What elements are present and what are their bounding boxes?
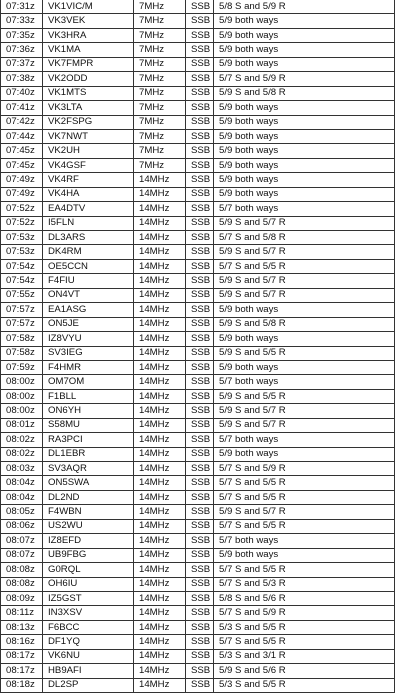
band-cell: 14MHz — [134, 447, 186, 461]
contact-log-body — [1, 0, 395, 693]
signal-report-cell: 5/9 S and 5/8 R — [214, 317, 395, 331]
table-row — [1, 447, 395, 461]
band-cell: 7MHz — [134, 86, 186, 100]
band-cell: 14MHz — [134, 404, 186, 418]
signal-report-cell: 5/9 S and 5/7 R — [214, 274, 395, 288]
table-row — [1, 678, 395, 692]
time-cell: 08:08z — [1, 563, 43, 577]
mode-cell: SSB — [186, 317, 214, 331]
callsign-cell: EA4DTV — [43, 202, 134, 216]
band-cell: 14MHz — [134, 476, 186, 490]
callsign-cell: DF1YQ — [43, 635, 134, 649]
time-cell: 07:44z — [1, 129, 43, 143]
callsign-cell: UB9FBG — [43, 548, 134, 562]
callsign-cell: VK3LTA — [43, 101, 134, 115]
callsign-cell: DL2ND — [43, 490, 134, 504]
callsign-cell: ON5JE — [43, 317, 134, 331]
mode-cell: SSB — [186, 72, 214, 86]
table-row — [1, 0, 395, 14]
callsign-cell: ON4VT — [43, 288, 134, 302]
table-row — [1, 173, 395, 187]
table-row — [1, 490, 395, 504]
table-row — [1, 664, 395, 678]
time-cell: 08:03z — [1, 462, 43, 476]
callsign-cell: G0RQL — [43, 563, 134, 577]
band-cell: 14MHz — [134, 635, 186, 649]
callsign-cell: VK1MTS — [43, 86, 134, 100]
table-row — [1, 101, 395, 115]
callsign-cell: IN3XSV — [43, 606, 134, 620]
table-row — [1, 259, 395, 273]
time-cell: 07:41z — [1, 101, 43, 115]
signal-report-cell: 5/9 both ways — [214, 360, 395, 374]
table-row — [1, 216, 395, 230]
time-cell: 08:07z — [1, 548, 43, 562]
table-row — [1, 389, 395, 403]
mode-cell: SSB — [186, 534, 214, 548]
band-cell: 14MHz — [134, 548, 186, 562]
mode-cell: SSB — [186, 620, 214, 634]
signal-report-cell: 5/9 S and 5/7 R — [214, 505, 395, 519]
mode-cell: SSB — [186, 173, 214, 187]
callsign-cell: F4FIU — [43, 274, 134, 288]
mode-cell: SSB — [186, 346, 214, 360]
band-cell: 14MHz — [134, 288, 186, 302]
time-cell: 08:04z — [1, 476, 43, 490]
callsign-cell: VK7FMPR — [43, 57, 134, 71]
mode-cell: SSB — [186, 606, 214, 620]
band-cell: 14MHz — [134, 534, 186, 548]
signal-report-cell: 5/7 S and 5/5 R — [214, 519, 395, 533]
band-cell: 14MHz — [134, 519, 186, 533]
band-cell: 7MHz — [134, 101, 186, 115]
callsign-cell: VK3HRA — [43, 28, 134, 42]
mode-cell: SSB — [186, 202, 214, 216]
table-row — [1, 158, 395, 172]
band-cell: 14MHz — [134, 462, 186, 476]
signal-report-cell: 5/9 S and 5/7 R — [214, 245, 395, 259]
mode-cell: SSB — [186, 389, 214, 403]
callsign-cell: IZ8VYU — [43, 332, 134, 346]
mode-cell: SSB — [186, 86, 214, 100]
mode-cell: SSB — [186, 115, 214, 129]
table-row — [1, 231, 395, 245]
time-cell: 08:16z — [1, 635, 43, 649]
table-row — [1, 187, 395, 201]
time-cell: 08:04z — [1, 490, 43, 504]
callsign-cell: VK2FSPG — [43, 115, 134, 129]
signal-report-cell: 5/7 S and 5/9 R — [214, 72, 395, 86]
callsign-cell: IZ5GST — [43, 591, 134, 605]
mode-cell: SSB — [186, 404, 214, 418]
callsign-cell: OH6IU — [43, 577, 134, 591]
band-cell: 14MHz — [134, 375, 186, 389]
callsign-cell: RA3PCI — [43, 433, 134, 447]
callsign-cell: VK1MA — [43, 43, 134, 57]
band-cell: 14MHz — [134, 664, 186, 678]
band-cell: 14MHz — [134, 505, 186, 519]
time-cell: 08:01z — [1, 418, 43, 432]
time-cell: 07:53z — [1, 245, 43, 259]
signal-report-cell: 5/9 both ways — [214, 57, 395, 71]
table-row — [1, 375, 395, 389]
callsign-cell: ON5SWA — [43, 476, 134, 490]
time-cell: 07:58z — [1, 332, 43, 346]
table-row — [1, 649, 395, 663]
time-cell: 07:37z — [1, 57, 43, 71]
signal-report-cell: 5/9 both ways — [214, 129, 395, 143]
callsign-cell: IZ8EFD — [43, 534, 134, 548]
signal-report-cell: 5/9 both ways — [214, 332, 395, 346]
band-cell: 14MHz — [134, 591, 186, 605]
signal-report-cell: 5/9 S and 5/5 R — [214, 346, 395, 360]
time-cell: 08:07z — [1, 534, 43, 548]
mode-cell: SSB — [186, 144, 214, 158]
table-row — [1, 245, 395, 259]
callsign-cell: US2WU — [43, 519, 134, 533]
band-cell: 14MHz — [134, 649, 186, 663]
table-row — [1, 274, 395, 288]
table-row — [1, 433, 395, 447]
signal-report-cell: 5/9 both ways — [214, 158, 395, 172]
mode-cell: SSB — [186, 433, 214, 447]
band-cell: 7MHz — [134, 129, 186, 143]
signal-report-cell: 5/9 both ways — [214, 447, 395, 461]
table-row — [1, 332, 395, 346]
band-cell: 14MHz — [134, 202, 186, 216]
time-cell: 07:57z — [1, 317, 43, 331]
time-cell: 07:54z — [1, 259, 43, 273]
table-row — [1, 288, 395, 302]
band-cell: 7MHz — [134, 57, 186, 71]
callsign-cell: F1BLL — [43, 389, 134, 403]
time-cell: 07:49z — [1, 173, 43, 187]
time-cell: 07:54z — [1, 274, 43, 288]
mode-cell: SSB — [186, 288, 214, 302]
time-cell: 08:08z — [1, 577, 43, 591]
callsign-cell: DL2SP — [43, 678, 134, 692]
time-cell: 07:42z — [1, 115, 43, 129]
time-cell: 08:18z — [1, 678, 43, 692]
signal-report-cell: 5/8 S and 5/9 R — [214, 0, 395, 14]
signal-report-cell: 5/9 both ways — [214, 173, 395, 187]
time-cell: 07:38z — [1, 72, 43, 86]
signal-report-cell: 5/7 both ways — [214, 375, 395, 389]
time-cell: 08:00z — [1, 404, 43, 418]
signal-report-cell: 5/3 S and 5/5 R — [214, 620, 395, 634]
signal-report-cell: 5/9 S and 5/7 R — [214, 288, 395, 302]
table-row — [1, 317, 395, 331]
mode-cell: SSB — [186, 158, 214, 172]
band-cell: 7MHz — [134, 0, 186, 14]
time-cell: 08:17z — [1, 664, 43, 678]
signal-report-cell: 5/7 both ways — [214, 202, 395, 216]
time-cell: 08:02z — [1, 447, 43, 461]
band-cell: 14MHz — [134, 360, 186, 374]
time-cell: 07:45z — [1, 144, 43, 158]
table-row — [1, 476, 395, 490]
callsign-cell: VK3VEK — [43, 14, 134, 28]
signal-report-cell: 5/7 S and 5/5 R — [214, 490, 395, 504]
table-row — [1, 346, 395, 360]
table-row — [1, 129, 395, 143]
band-cell: 14MHz — [134, 332, 186, 346]
mode-cell: SSB — [186, 519, 214, 533]
signal-report-cell: 5/7 S and 5/3 R — [214, 577, 395, 591]
time-cell: 08:06z — [1, 519, 43, 533]
mode-cell: SSB — [186, 418, 214, 432]
callsign-cell: VK4HA — [43, 187, 134, 201]
table-row — [1, 86, 395, 100]
table-row — [1, 360, 395, 374]
time-cell: 07:52z — [1, 216, 43, 230]
mode-cell: SSB — [186, 505, 214, 519]
mode-cell: SSB — [186, 28, 214, 42]
time-cell: 08:02z — [1, 433, 43, 447]
band-cell: 7MHz — [134, 158, 186, 172]
band-cell: 14MHz — [134, 389, 186, 403]
time-cell: 07:35z — [1, 28, 43, 42]
table-row — [1, 202, 395, 216]
time-cell: 08:00z — [1, 389, 43, 403]
time-cell: 07:58z — [1, 346, 43, 360]
callsign-cell: HB9AFI — [43, 664, 134, 678]
signal-report-cell: 5/9 both ways — [214, 187, 395, 201]
time-cell: 07:45z — [1, 158, 43, 172]
band-cell: 14MHz — [134, 216, 186, 230]
table-row — [1, 418, 395, 432]
mode-cell: SSB — [186, 231, 214, 245]
band-cell: 7MHz — [134, 43, 186, 57]
band-cell: 14MHz — [134, 678, 186, 692]
mode-cell: SSB — [186, 360, 214, 374]
callsign-cell: VK6NU — [43, 649, 134, 663]
table-row — [1, 404, 395, 418]
signal-report-cell: 5/9 S and 5/8 R — [214, 86, 395, 100]
signal-report-cell: 5/7 S and 5/5 R — [214, 563, 395, 577]
callsign-cell: DL1EBR — [43, 447, 134, 461]
time-cell: 07:31z — [1, 0, 43, 14]
signal-report-cell: 5/7 S and 5/8 R — [214, 231, 395, 245]
band-cell: 14MHz — [134, 231, 186, 245]
callsign-cell: SV3IEG — [43, 346, 134, 360]
signal-report-cell: 5/9 both ways — [214, 101, 395, 115]
time-cell: 07:53z — [1, 231, 43, 245]
mode-cell: SSB — [186, 303, 214, 317]
signal-report-cell: 5/7 S and 5/9 R — [214, 606, 395, 620]
mode-cell: SSB — [186, 664, 214, 678]
band-cell: 14MHz — [134, 259, 186, 273]
mode-cell: SSB — [186, 57, 214, 71]
band-cell: 14MHz — [134, 274, 186, 288]
table-row — [1, 620, 395, 634]
mode-cell: SSB — [186, 129, 214, 143]
signal-report-cell: 5/9 both ways — [214, 28, 395, 42]
time-cell: 07:55z — [1, 288, 43, 302]
mode-cell: SSB — [186, 259, 214, 273]
band-cell: 14MHz — [134, 303, 186, 317]
table-row — [1, 57, 395, 71]
signal-report-cell: 5/9 both ways — [214, 115, 395, 129]
signal-report-cell: 5/7 S and 5/5 R — [214, 476, 395, 490]
band-cell: 14MHz — [134, 317, 186, 331]
table-row — [1, 462, 395, 476]
callsign-cell: F6BCC — [43, 620, 134, 634]
mode-cell: SSB — [186, 101, 214, 115]
callsign-cell: F4WBN — [43, 505, 134, 519]
callsign-cell: VK7NWT — [43, 129, 134, 143]
callsign-cell: F4HMR — [43, 360, 134, 374]
mode-cell: SSB — [186, 187, 214, 201]
signal-report-cell: 5/8 S and 5/6 R — [214, 591, 395, 605]
table-row — [1, 28, 395, 42]
signal-report-cell: 5/7 both ways — [214, 433, 395, 447]
signal-report-cell: 5/9 both ways — [214, 43, 395, 57]
signal-report-cell: 5/9 S and 5/5 R — [214, 389, 395, 403]
callsign-cell: S58MU — [43, 418, 134, 432]
callsign-cell: SV3AQR — [43, 462, 134, 476]
callsign-cell: VK2ODD — [43, 72, 134, 86]
callsign-cell: ON6YH — [43, 404, 134, 418]
mode-cell: SSB — [186, 216, 214, 230]
table-row — [1, 72, 395, 86]
table-row — [1, 115, 395, 129]
callsign-cell: EA1ASG — [43, 303, 134, 317]
mode-cell: SSB — [186, 0, 214, 14]
time-cell: 07:52z — [1, 202, 43, 216]
callsign-cell: VK1VIC/M — [43, 0, 134, 14]
band-cell: 14MHz — [134, 490, 186, 504]
mode-cell: SSB — [186, 649, 214, 663]
callsign-cell: DK4RM — [43, 245, 134, 259]
signal-report-cell: 5/7 both ways — [214, 534, 395, 548]
table-row — [1, 534, 395, 548]
band-cell: 7MHz — [134, 72, 186, 86]
mode-cell: SSB — [186, 563, 214, 577]
mode-cell: SSB — [186, 43, 214, 57]
mode-cell: SSB — [186, 245, 214, 259]
table-row — [1, 14, 395, 28]
signal-report-cell: 5/9 both ways — [214, 144, 395, 158]
band-cell: 14MHz — [134, 563, 186, 577]
table-row — [1, 43, 395, 57]
mode-cell: SSB — [186, 332, 214, 346]
signal-report-cell: 5/9 both ways — [214, 14, 395, 28]
band-cell: 14MHz — [134, 245, 186, 259]
mode-cell: SSB — [186, 635, 214, 649]
band-cell: 14MHz — [134, 173, 186, 187]
signal-report-cell: 5/9 both ways — [214, 303, 395, 317]
mode-cell: SSB — [186, 591, 214, 605]
time-cell: 07:57z — [1, 303, 43, 317]
signal-report-cell: 5/7 S and 5/9 R — [214, 462, 395, 476]
callsign-cell: VK2UH — [43, 144, 134, 158]
signal-report-cell: 5/3 S and 5/5 R — [214, 678, 395, 692]
callsign-cell: I5FLN — [43, 216, 134, 230]
table-row — [1, 577, 395, 591]
band-cell: 14MHz — [134, 606, 186, 620]
mode-cell: SSB — [186, 14, 214, 28]
table-row — [1, 505, 395, 519]
mode-cell: SSB — [186, 274, 214, 288]
time-cell: 08:11z — [1, 606, 43, 620]
band-cell: 14MHz — [134, 418, 186, 432]
table-row — [1, 563, 395, 577]
signal-report-cell: 5/7 S and 5/5 R — [214, 259, 395, 273]
callsign-cell: DL3ARS — [43, 231, 134, 245]
band-cell: 7MHz — [134, 28, 186, 42]
table-row — [1, 548, 395, 562]
callsign-cell: OE5CCN — [43, 259, 134, 273]
mode-cell: SSB — [186, 375, 214, 389]
callsign-cell: VK4RF — [43, 173, 134, 187]
time-cell: 07:33z — [1, 14, 43, 28]
time-cell: 08:13z — [1, 620, 43, 634]
signal-report-cell: 5/9 S and 5/6 R — [214, 664, 395, 678]
time-cell: 08:09z — [1, 591, 43, 605]
time-cell: 07:59z — [1, 360, 43, 374]
mode-cell: SSB — [186, 462, 214, 476]
table-row — [1, 303, 395, 317]
band-cell: 7MHz — [134, 144, 186, 158]
band-cell: 14MHz — [134, 577, 186, 591]
table-row — [1, 519, 395, 533]
signal-report-cell: 5/9 S and 5/7 R — [214, 418, 395, 432]
mode-cell: SSB — [186, 490, 214, 504]
band-cell: 14MHz — [134, 433, 186, 447]
signal-report-cell: 5/7 S and 5/5 R — [214, 635, 395, 649]
band-cell: 7MHz — [134, 14, 186, 28]
band-cell: 14MHz — [134, 346, 186, 360]
band-cell: 7MHz — [134, 115, 186, 129]
mode-cell: SSB — [186, 678, 214, 692]
mode-cell: SSB — [186, 548, 214, 562]
mode-cell: SSB — [186, 476, 214, 490]
callsign-cell: OM7OM — [43, 375, 134, 389]
time-cell: 07:36z — [1, 43, 43, 57]
table-row — [1, 606, 395, 620]
time-cell: 07:49z — [1, 187, 43, 201]
table-row — [1, 635, 395, 649]
signal-report-cell: 5/9 S and 5/7 R — [214, 404, 395, 418]
callsign-cell: VK4GSF — [43, 158, 134, 172]
mode-cell: SSB — [186, 447, 214, 461]
signal-report-cell: 5/9 S and 5/7 R — [214, 216, 395, 230]
signal-report-cell: 5/9 both ways — [214, 548, 395, 562]
time-cell: 08:00z — [1, 375, 43, 389]
time-cell: 08:05z — [1, 505, 43, 519]
time-cell: 07:40z — [1, 86, 43, 100]
table-row — [1, 144, 395, 158]
band-cell: 14MHz — [134, 187, 186, 201]
mode-cell: SSB — [186, 577, 214, 591]
signal-report-cell: 5/3 S and 3/1 R — [214, 649, 395, 663]
time-cell: 08:17z — [1, 649, 43, 663]
band-cell: 14MHz — [134, 620, 186, 634]
table-row — [1, 591, 395, 605]
